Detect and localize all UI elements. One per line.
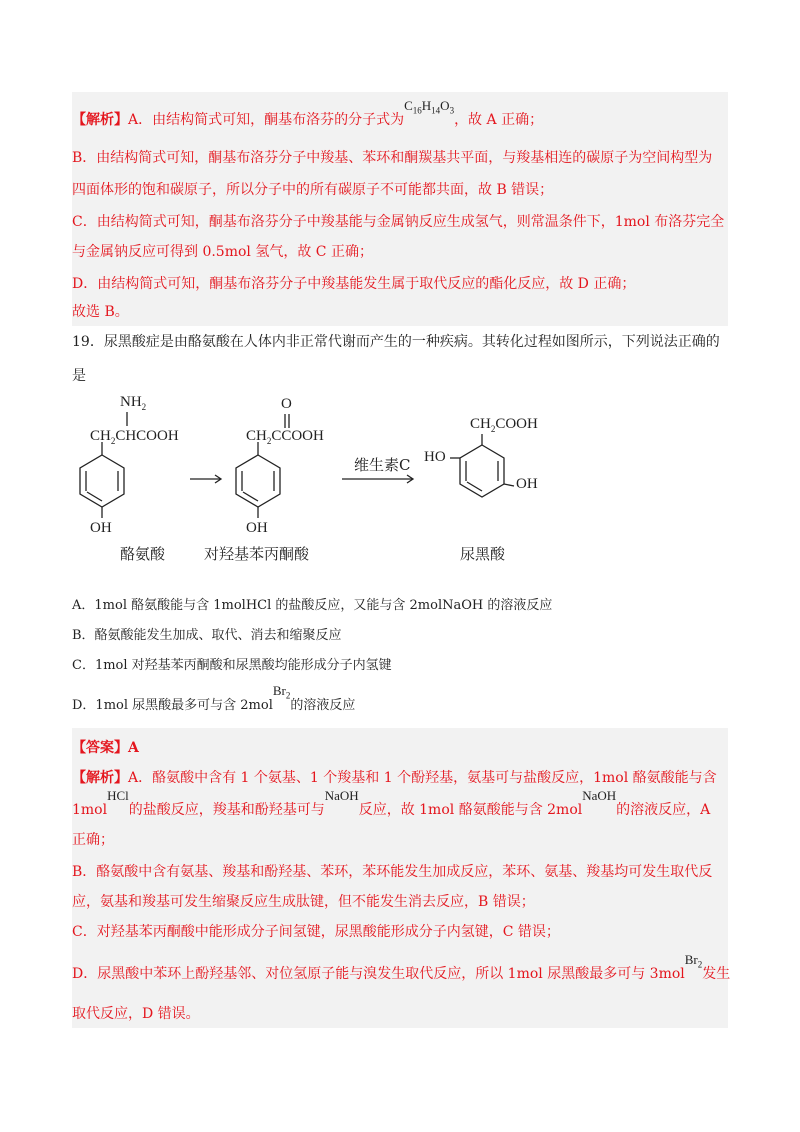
analysis-18-line-d1: D．由结构简式可知，酮基布洛芬分子中羧基能发生属于取代反应的酯化反应，故 D 正确； — [72, 276, 636, 292]
option-d-pre: D．1mol 尿黑酸最多可与含 2mol — [72, 698, 273, 713]
analysis-18-line-choose: 故选 B。 — [72, 304, 129, 320]
answer-analysis-a2 — [72, 788, 711, 820]
answer-analysis-c1: C．对羟基苯丙酮酸中能形成分子间氢键，尿黑酸能形成分子内氢键，C 错误； — [72, 924, 560, 940]
analysis-18-line-b2: 四面体形的饱和碳原子，所以分子中的所有碳原子不可能都共面，故 B 错误； — [72, 182, 554, 198]
option-b: B．酪氨酸能发生加成、取代、消去和缩聚反应 — [72, 628, 342, 643]
answer-tag: 【答案】A — [72, 740, 139, 756]
homogentisic-ring — [450, 434, 514, 497]
analysis-18-block — [72, 92, 728, 326]
analysis-18-line-c1: C．由结构简式可知，酮基布洛芬分子中羧基能与金属钠反应生成氢气，则常温条件下，1mol 布洛芬完全 — [72, 214, 725, 230]
tyrosine-nh2-label: $NH_2$ — [120, 394, 147, 412]
option-c: C．1mol 对羟基苯丙酮酸和尿黑酸均能形成分子内氢键 — [72, 658, 392, 673]
answer-analysis-d1 — [72, 952, 731, 989]
answer-19-block — [72, 728, 731, 1028]
analysis-18-line-c2: 与金属钠反应可得到 0.5mol 氢气，故 C 正确； — [72, 244, 373, 260]
answer-analysis-b1: B．酪氨酸中含有氨基、羧基和酚羟基、苯环，苯环能发生加成反应，苯环、氨基、羧基均可发生取代反 — [72, 864, 713, 880]
answer-d1-br2: $Br_2$ — [684, 952, 703, 970]
analysis-18-line-a — [72, 98, 544, 135]
formula-c16h14o3: $C_{16}H_{14}O_3$ — [404, 98, 455, 116]
homogentisic-oh-label: OH — [516, 476, 538, 492]
option-d-post: 的溶液反应 — [290, 698, 356, 713]
analysis-tag: 【解析】 — [72, 112, 128, 128]
answer-d1-pre: D．尿黑酸中苯环上酚羟基邻、对位氢原子能与溴发生取代反应，所以 1mol 尿黑酸最多可与 3mol — [72, 966, 685, 982]
reaction-arrow-1 — [190, 475, 221, 483]
tyrosine-oh-label: OH — [90, 520, 112, 536]
keto-acid-oh-label: OH — [246, 520, 268, 536]
homogentisic-name: 尿黑酸 — [460, 545, 506, 563]
vitamin-c-label: 维生素C — [354, 456, 411, 474]
answer-line — [72, 738, 139, 758]
answer-a2-pre: 1mol — [72, 802, 108, 818]
answer-analysis-a3: 正确； — [72, 832, 114, 848]
answer-d1-post: 发生 — [702, 966, 731, 982]
tyrosine-chain-label: $CH_2CHCOOH$ — [90, 428, 179, 446]
answer-a2-naoh: NaOH — [324, 788, 359, 803]
tyrosine-name: 酪氨酸 — [120, 545, 166, 563]
answer-analysis-a1 — [72, 768, 717, 788]
answer-a2-mid2: 反应，故 1mol 酪氨酸能与含 2mol — [358, 802, 583, 818]
reaction-arrow-2 — [342, 475, 413, 483]
answer-a1-text: A．酪氨酸中含有 1 个氨基、1 个羧基和 1 个酚羟基，氨基可与盐酸反应，1mol 酪氨酸能与含 — [128, 770, 717, 786]
keto-acid-name: 对羟基苯丙酮酸 — [204, 545, 310, 563]
answer-a2-hcl: HCl — [107, 788, 129, 803]
option-d — [72, 683, 356, 720]
question-19-stem-line1: 19．尿黑酸症是由酪氨酸在人体内非正常代谢而产生的一种疾病。其转化过程如图所示，下列说法正确的 — [72, 334, 720, 350]
answer-analysis-d2: 取代反应，D 错误。 — [72, 1006, 200, 1022]
keto-acid-o-label: O — [281, 396, 292, 412]
analysis-18-line-b1: B．由结构简式可知，酮基布洛芬分子中羧基、苯环和酮羰基共平面，与羧基相连的碳原子为空间构型为 — [72, 150, 713, 166]
answer-a2-naoh2: NaOH — [582, 788, 617, 803]
answer-analysis-tag: 【解析】 — [72, 770, 128, 786]
answer-a2-tail: 的溶液反应，A — [616, 802, 711, 818]
answer-analysis-b2: 应，氨基和羧基可发生缩聚反应生成肽键，但不能发生消去反应，B 错误； — [72, 894, 535, 910]
homogentisic-ho-label: HO — [424, 449, 446, 465]
keto-acid-chain-label: $CH_2CCOOH$ — [246, 428, 324, 446]
homogentisic-chain-label: $CH_2COOH$ — [470, 416, 538, 434]
question-19-stem-line2: 是 — [72, 368, 86, 384]
option-a: A．1mol 酪氨酸能与含 1molHCl 的盐酸反应，又能与含 2molNaOH 的溶液反应 — [72, 598, 553, 613]
option-d-br2: $Br_2$ — [272, 683, 291, 701]
analysis-a-tail: ，故 A 正确； — [454, 112, 544, 128]
reaction-diagram — [72, 390, 632, 570]
analysis-a-text: A．由结构简式可知，酮基布洛芬的分子式为 — [128, 112, 405, 128]
answer-a2-mid: 的盐酸反应，羧基和酚羟基可与 — [128, 802, 325, 818]
